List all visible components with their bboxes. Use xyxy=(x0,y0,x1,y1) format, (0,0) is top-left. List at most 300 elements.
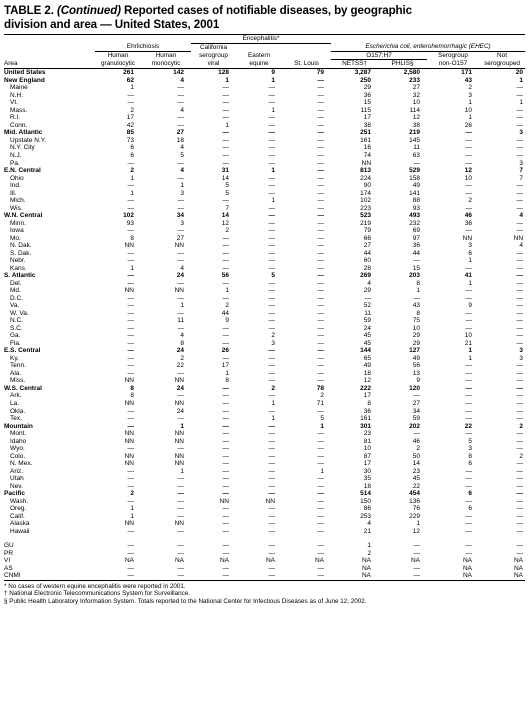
value-cell: 158 xyxy=(409,174,421,182)
area-cell: Calif. xyxy=(10,512,25,520)
value-cell: — xyxy=(222,91,229,99)
value-cell: 1 xyxy=(367,542,372,550)
value-cell: — xyxy=(268,520,275,528)
value-cell: — xyxy=(222,242,229,250)
value-cell: — xyxy=(177,497,184,505)
table-row xyxy=(4,408,525,416)
value-cell: — xyxy=(268,482,275,490)
value-cell: NA xyxy=(513,557,524,565)
value-cell: 12 xyxy=(464,167,473,175)
value-cell: 8 xyxy=(416,309,421,317)
table-row xyxy=(4,182,525,190)
area-cell: E.N. Central xyxy=(4,167,41,175)
value-cell: — xyxy=(268,505,275,513)
value-cell: 49 xyxy=(412,182,421,190)
value-cell: — xyxy=(268,234,275,242)
value-cell: 75 xyxy=(412,317,421,325)
value-cell: — xyxy=(127,257,134,265)
value-cell: — xyxy=(317,197,325,205)
value-cell: — xyxy=(413,294,421,302)
value-cell: — xyxy=(268,542,275,550)
value-cell: — xyxy=(364,294,372,302)
value-cell: — xyxy=(317,317,325,325)
value-cell: — xyxy=(516,84,524,92)
area-cell: Tex. xyxy=(10,415,22,423)
value-cell: — xyxy=(177,505,184,513)
value-cell: — xyxy=(516,227,524,235)
value-cell: — xyxy=(222,106,229,114)
value-cell: — xyxy=(516,204,524,212)
value-cell: — xyxy=(268,377,275,385)
value-cell: 78 xyxy=(316,384,325,392)
value-cell: — xyxy=(127,564,134,572)
value-cell: — xyxy=(127,317,134,325)
value-cell: 52 xyxy=(363,302,372,310)
value-cell: — xyxy=(177,121,184,129)
table-row xyxy=(4,513,525,521)
table-row xyxy=(4,317,525,325)
value-cell: — xyxy=(378,572,427,580)
value-cell: — xyxy=(222,415,229,423)
value-cell: — xyxy=(127,354,134,362)
area-cell: Ala. xyxy=(10,369,22,377)
value-cell: 253 xyxy=(360,512,372,520)
value-cell: — xyxy=(268,114,275,122)
table-row xyxy=(4,220,525,228)
value-cell: 9 xyxy=(271,69,275,77)
value-cell: — xyxy=(465,369,473,377)
value-cell: — xyxy=(317,452,325,460)
value-cell: 5 xyxy=(468,437,473,445)
table-row xyxy=(4,235,525,243)
value-cell: — xyxy=(127,272,134,280)
value-cell: NN xyxy=(124,460,134,468)
value-cell: — xyxy=(465,400,473,407)
value-cell: — xyxy=(177,392,184,400)
value-cell: — xyxy=(222,324,229,332)
value-cell: 1 xyxy=(130,512,134,520)
value-cell: — xyxy=(317,151,325,159)
value-cell: — xyxy=(317,91,325,99)
value-cell: — xyxy=(222,264,229,272)
value-cell: — xyxy=(317,302,325,310)
value-cell: 15 xyxy=(363,99,372,107)
value-cell: 43 xyxy=(412,302,421,310)
table-row xyxy=(4,265,525,273)
value-cell: — xyxy=(465,467,473,475)
value-cell: — xyxy=(465,542,473,550)
value-cell: — xyxy=(413,430,421,438)
area-cell: GU xyxy=(4,542,14,550)
value-cell: NN xyxy=(174,437,184,445)
value-cell: — xyxy=(317,144,325,152)
value-cell: — xyxy=(516,287,524,295)
value-cell: 36 xyxy=(412,242,421,250)
value-cell: — xyxy=(177,527,184,535)
value-cell: 1 xyxy=(271,167,275,175)
value-cell: — xyxy=(317,339,325,347)
value-cell: — xyxy=(127,475,134,483)
value-cell: — xyxy=(516,497,524,505)
value-cell: — xyxy=(177,482,184,490)
value-cell: — xyxy=(177,564,184,572)
value-cell: — xyxy=(516,279,524,287)
table-row xyxy=(4,362,525,370)
table-row xyxy=(4,167,525,175)
value-cell: 2 xyxy=(519,422,524,430)
value-cell: 30 xyxy=(363,467,372,475)
value-cell: 2 xyxy=(130,106,134,114)
value-cell: — xyxy=(413,257,421,265)
value-cell: — xyxy=(127,294,134,302)
value-cell: — xyxy=(465,430,473,438)
value-cell: — xyxy=(317,99,325,107)
value-cell: 34 xyxy=(412,407,421,415)
value-cell: — xyxy=(222,279,229,287)
value-cell: — xyxy=(177,279,184,287)
value-cell: — xyxy=(465,512,473,520)
area-cell: Vt. xyxy=(10,99,18,107)
value-cell: 27 xyxy=(412,400,421,407)
area-cell: Idaho xyxy=(10,437,27,445)
value-cell: 31 xyxy=(221,167,229,175)
table-row xyxy=(4,355,525,363)
value-cell: — xyxy=(268,249,275,257)
value-cell: — xyxy=(268,204,275,212)
value-cell: 1 xyxy=(468,114,473,122)
area-cell: Nev. xyxy=(10,482,23,490)
area-cell: N. Dak. xyxy=(10,242,32,250)
value-cell: — xyxy=(222,452,229,460)
table-row xyxy=(4,325,525,333)
value-cell: — xyxy=(127,482,134,490)
value-cell: — xyxy=(317,377,325,385)
value-cell: — xyxy=(222,392,229,400)
value-cell: 9 xyxy=(225,317,229,325)
value-cell: — xyxy=(127,347,134,355)
value-cell: — xyxy=(268,317,275,325)
netss-header: NETSS† xyxy=(331,59,378,68)
value-cell: 10 xyxy=(464,106,473,114)
area-cell: S. Atlantic xyxy=(4,272,36,280)
value-cell: 1 xyxy=(320,422,325,430)
value-cell: 3 xyxy=(271,339,275,347)
value-cell: NN xyxy=(124,520,134,528)
granulocytic-header-1: Human xyxy=(107,52,129,59)
value-cell: — xyxy=(317,505,325,513)
value-cell: 523 xyxy=(360,212,372,220)
value-cell: 73 xyxy=(126,136,134,144)
area-cell: Ky. xyxy=(10,354,19,362)
value-cell: — xyxy=(516,302,524,310)
value-cell: — xyxy=(516,527,524,535)
value-cell: 6 xyxy=(468,249,473,257)
value-cell: — xyxy=(177,257,184,265)
area-cell: Ill. xyxy=(10,189,17,197)
value-cell: — xyxy=(465,189,473,197)
value-cell: — xyxy=(516,121,524,129)
value-cell: — xyxy=(516,400,524,407)
area-cell: S. Dak. xyxy=(10,249,32,257)
value-cell: — xyxy=(177,114,184,122)
table-row xyxy=(4,137,525,145)
table-row xyxy=(4,347,525,355)
phlis-header: PHLIS§ xyxy=(378,59,427,68)
value-cell: — xyxy=(317,437,325,445)
value-cell: NN xyxy=(174,242,184,250)
california-header-2: serogroup xyxy=(199,52,228,59)
value-cell: — xyxy=(268,369,275,377)
value-cell: 3 xyxy=(519,354,524,362)
value-cell: 2 xyxy=(519,452,524,460)
value-cell: — xyxy=(465,317,473,325)
value-cell: — xyxy=(516,392,524,400)
value-cell: 8 xyxy=(130,384,134,392)
value-cell: 42 xyxy=(126,121,134,129)
value-cell: — xyxy=(516,437,524,445)
value-cell: — xyxy=(127,227,134,235)
value-cell: — xyxy=(516,317,524,325)
value-cell: — xyxy=(317,354,325,362)
value-cell: NA xyxy=(219,557,229,565)
value-cell: 1 xyxy=(130,174,134,182)
value-cell: 224 xyxy=(360,174,372,182)
area-cell: W.N. Central xyxy=(4,212,43,220)
monocytic-header-2: monocytic xyxy=(141,59,191,68)
value-cell: — xyxy=(222,490,229,498)
area-cell: Utah xyxy=(10,475,24,483)
value-cell: — xyxy=(516,384,524,392)
value-cell: — xyxy=(127,549,134,557)
value-cell: 1 xyxy=(180,422,184,430)
table-row xyxy=(4,92,525,100)
value-cell: — xyxy=(516,332,524,340)
value-cell: 2 xyxy=(320,392,325,400)
value-cell: 35 xyxy=(363,475,372,483)
value-cell: 1 xyxy=(519,76,524,84)
value-cell: 2 xyxy=(271,384,275,392)
value-cell: NN xyxy=(174,520,184,528)
value-cell: 120 xyxy=(409,384,421,392)
value-cell: — xyxy=(222,542,229,550)
value-cell: 1 xyxy=(180,467,184,475)
value-cell: — xyxy=(127,362,134,370)
value-cell: — xyxy=(516,257,524,265)
value-cell: — xyxy=(222,512,229,520)
value-cell: — xyxy=(177,549,184,557)
value-cell: — xyxy=(516,264,524,272)
value-cell: — xyxy=(127,445,134,453)
value-cell: 4 xyxy=(180,106,184,114)
table-row xyxy=(4,453,525,461)
value-cell: — xyxy=(127,324,134,332)
ecoli-header: Escherichia coli, enterohemorrhagic (EHEC) xyxy=(331,43,525,51)
value-cell: — xyxy=(465,136,473,144)
value-cell: — xyxy=(317,287,325,295)
value-cell: 41 xyxy=(464,272,473,280)
value-cell: NA xyxy=(479,572,525,580)
table-row xyxy=(4,197,525,205)
value-cell: NN xyxy=(124,452,134,460)
value-cell: — xyxy=(268,189,275,197)
value-cell: 4 xyxy=(180,264,184,272)
value-cell: 22 xyxy=(464,422,473,430)
value-cell: 7 xyxy=(519,174,524,182)
value-cell: NN xyxy=(174,452,184,460)
value-cell: 1 xyxy=(130,264,134,272)
value-cell: 102 xyxy=(360,197,372,205)
value-cell: — xyxy=(127,279,134,287)
table-row xyxy=(4,272,525,280)
value-cell: 24 xyxy=(176,272,184,280)
value-cell: 3 xyxy=(519,159,524,167)
value-cell: — xyxy=(268,564,275,572)
value-cell: — xyxy=(516,542,524,550)
monocytic-header-1: Human xyxy=(155,52,177,59)
value-cell: — xyxy=(222,564,229,572)
value-cell: 10 xyxy=(464,174,473,182)
table-row xyxy=(4,190,525,198)
area-cell: La. xyxy=(10,400,20,407)
value-cell: — xyxy=(317,564,325,572)
value-cell: — xyxy=(177,204,184,212)
value-cell: 2 xyxy=(367,549,372,557)
table-row xyxy=(4,84,525,92)
value-cell: — xyxy=(317,129,325,137)
value-cell: 15 xyxy=(412,264,421,272)
spacer-cell xyxy=(4,535,525,542)
table-row xyxy=(4,250,525,258)
value-cell: — xyxy=(268,527,275,535)
value-cell: — xyxy=(516,467,524,475)
value-cell: — xyxy=(127,422,134,430)
value-cell: 1 xyxy=(519,99,524,107)
title-rest: Reported cases of notifiable diseases, by geographic xyxy=(120,4,413,17)
value-cell: 81 xyxy=(363,437,372,445)
value-cell: — xyxy=(268,549,275,557)
value-cell: 222 xyxy=(360,384,372,392)
value-cell: — xyxy=(222,99,229,107)
value-cell: 28 xyxy=(363,264,372,272)
value-cell: NN xyxy=(361,159,372,167)
area-cell: Miss. xyxy=(10,377,26,385)
value-cell: — xyxy=(317,430,325,438)
value-cell: 8 xyxy=(367,400,372,407)
value-cell: 27 xyxy=(412,84,421,92)
value-cell: 34 xyxy=(176,212,184,220)
value-cell: 3 xyxy=(468,242,473,250)
area-cell: Ga. xyxy=(10,332,21,340)
value-cell: 3 xyxy=(519,129,524,137)
area-cell: D.C. xyxy=(10,294,23,302)
value-cell: 90 xyxy=(363,182,372,190)
value-cell: 3 xyxy=(180,189,184,197)
value-cell: — xyxy=(268,430,275,438)
value-cell: — xyxy=(465,159,473,167)
area-cell: Hawaii xyxy=(10,527,30,535)
value-cell: — xyxy=(177,512,184,520)
area-cell: N. Mex. xyxy=(10,460,33,468)
table-row xyxy=(4,392,525,400)
value-cell: — xyxy=(177,99,184,107)
value-cell: 79 xyxy=(363,227,372,235)
area-cell: Ohio xyxy=(10,174,24,182)
value-cell: — xyxy=(268,460,275,468)
title-label: TABLE 2. xyxy=(4,4,54,17)
value-cell: 127 xyxy=(409,347,421,355)
value-cell: 11 xyxy=(177,317,184,325)
value-cell: 93 xyxy=(126,219,134,227)
value-cell: 14 xyxy=(221,174,229,182)
not-serogrouped-header-1: Not xyxy=(497,52,507,59)
value-cell: 161 xyxy=(360,136,372,144)
value-cell: 50 xyxy=(412,452,421,460)
value-cell: — xyxy=(317,490,325,498)
value-cell: 11 xyxy=(364,309,372,317)
value-cell: 5 xyxy=(225,189,229,197)
value-cell: — xyxy=(516,189,524,197)
value-cell: — xyxy=(222,460,229,468)
value-cell: — xyxy=(317,257,325,265)
table-header xyxy=(4,35,525,69)
value-cell: NN xyxy=(174,460,184,468)
value-cell: 9 xyxy=(468,302,473,310)
value-cell: 4 xyxy=(180,167,184,175)
value-cell: NA xyxy=(361,557,372,565)
value-cell: 136 xyxy=(409,497,421,505)
table-row xyxy=(4,310,525,318)
value-cell: 1 xyxy=(271,106,275,114)
value-cell: — xyxy=(317,362,325,370)
value-cell: 1 xyxy=(320,467,325,475)
value-cell: 219 xyxy=(360,219,372,227)
value-cell: — xyxy=(465,482,473,490)
value-cell: — xyxy=(177,91,184,99)
value-cell: — xyxy=(317,204,325,212)
value-cell: — xyxy=(127,332,134,340)
value-cell: 3 xyxy=(468,445,473,453)
o157h7-header: O157:H7 xyxy=(331,51,427,59)
value-cell: — xyxy=(516,505,524,513)
granulocytic-header-2: granulocytic xyxy=(95,59,141,68)
value-cell: — xyxy=(413,159,421,167)
value-cell: NA xyxy=(331,572,378,580)
table-row xyxy=(4,370,525,378)
value-cell: — xyxy=(127,99,134,107)
value-cell: 5 xyxy=(225,182,229,190)
value-cell: 16 xyxy=(363,144,372,152)
title-line2: division and area — United States, 2001 xyxy=(4,17,220,31)
value-cell: 85 xyxy=(126,129,134,137)
value-cell: — xyxy=(465,392,473,400)
value-cell: — xyxy=(516,136,524,144)
value-cell: NN xyxy=(124,400,134,407)
value-cell: — xyxy=(465,129,473,137)
value-cell: — xyxy=(516,377,524,385)
value-cell: 49 xyxy=(412,354,421,362)
value-cell: 269 xyxy=(360,272,372,280)
value-cell: 6 xyxy=(468,505,473,513)
value-cell: 145 xyxy=(409,136,421,144)
area-cell: Kans. xyxy=(10,264,27,272)
value-cell: 59 xyxy=(363,317,372,325)
value-cell: — xyxy=(127,527,134,535)
table-row xyxy=(4,295,525,303)
table-row xyxy=(4,122,525,130)
value-cell: 6 xyxy=(130,151,134,159)
value-cell: — xyxy=(222,400,229,407)
value-cell: — xyxy=(465,264,473,272)
